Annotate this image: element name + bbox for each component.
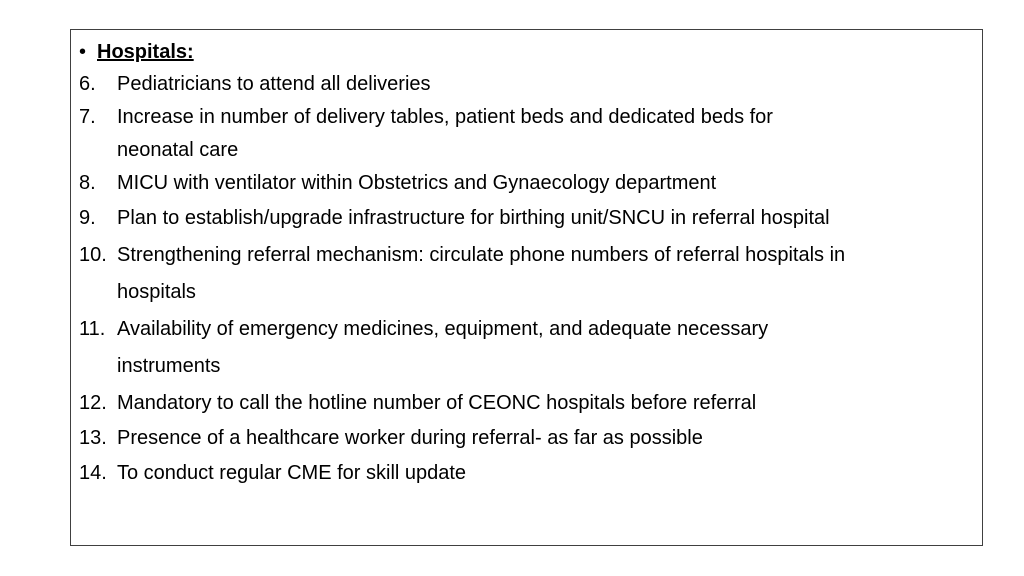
- item-text: [117, 385, 978, 422]
- item-line: neonatal care: [117, 139, 239, 161]
- item-line: Strengthening referral mechanism: circulate phone numbers of referral hospitals in: [117, 244, 846, 266]
- list-item: [79, 385, 978, 422]
- hospitals-section: [79, 36, 978, 492]
- item-line: MICU with ventilator within Obstetrics and Gynaecology department: [117, 172, 717, 194]
- list-item: [79, 455, 978, 492]
- section-heading-row: [79, 36, 978, 68]
- item-number: 13.: [79, 427, 107, 449]
- list-item: [79, 101, 978, 167]
- item-line: Mandatory to call the hotline number of CEONC hospitals before referral: [117, 392, 757, 414]
- item-line: Availability of emergency medicines, equipment, and adequate necessary: [117, 318, 769, 340]
- item-number: 14.: [79, 462, 107, 484]
- item-line: Increase in number of delivery tables, patient beds and dedicated beds for: [117, 106, 773, 128]
- item-number: 11.: [79, 318, 106, 340]
- item-line: hospitals: [117, 281, 196, 303]
- item-text: [117, 455, 978, 492]
- item-number: 7.: [79, 106, 96, 128]
- list-item: [79, 311, 978, 385]
- list-item: [79, 200, 978, 237]
- item-number: 12.: [79, 392, 107, 414]
- list-item: [79, 237, 978, 311]
- item-number: 9.: [79, 207, 96, 229]
- item-line: To conduct regular CME for skill update: [117, 462, 467, 484]
- item-line: instruments: [117, 355, 221, 377]
- item-line: Plan to establish/upgrade infrastructure for birthing unit/SNCU in referral hospital: [117, 207, 830, 229]
- bullet-icon: •: [79, 41, 87, 63]
- list-item: [79, 167, 978, 200]
- list-item: [79, 68, 978, 101]
- item-line: Pediatricians to attend all deliveries: [117, 73, 431, 95]
- item-text: [117, 237, 978, 311]
- item-text: [117, 68, 978, 101]
- item-text: [117, 101, 978, 167]
- item-text: [117, 422, 978, 455]
- section-heading: Hospitals:: [97, 41, 194, 63]
- item-number: 8.: [79, 172, 96, 194]
- list-item: [79, 422, 978, 455]
- item-text: [117, 200, 978, 237]
- item-line: Presence of a healthcare worker during referral- as far as possible: [117, 427, 703, 449]
- item-number: 6.: [79, 73, 96, 95]
- content-frame: [70, 29, 983, 546]
- item-number: 10.: [79, 244, 107, 266]
- item-text: [117, 311, 978, 385]
- item-text: [117, 167, 978, 200]
